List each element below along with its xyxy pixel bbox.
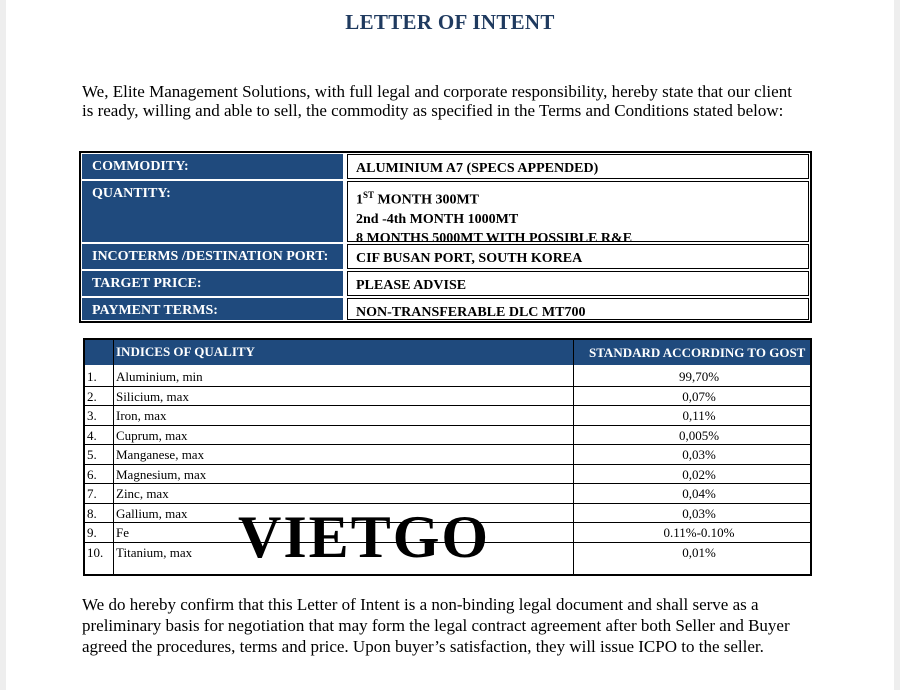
quality-row-value: 0,01% [682,544,716,560]
incoterms-value: CIF BUSAN PORT, SOUTH KOREA [347,244,809,269]
quality-row-value: 0,03% [682,505,716,521]
quantity-value [347,181,809,246]
quantity-label: QUANTITY: [82,181,343,242]
page-edge-right [894,0,900,690]
terms-row-incoterms [81,243,810,270]
quality-row-number: 8. [87,505,97,521]
quality-row-name: Iron, max [116,408,167,423]
quality-row-value: 0.11%-0.10% [663,525,735,540]
quality-row-value: 0,07% [682,388,716,404]
target-price-label: TARGET PRICE: [82,271,343,296]
quality-row-value: 0,03% [682,447,716,462]
quality-row-name: Cuprum, max [116,427,188,443]
quality-row [85,426,810,446]
quantity-line-1-suffix: MONTH 300MT [374,192,480,208]
closing-paragraph: We do hereby confirm that this Letter of Intent is a non-binding legal document and shall serve as a preliminary basis for negotiation that may form the legal contract agreement after both Seller and Buyer agreed the procedures, terms and price. Upon buyer’s satisfaction, they will issue ICPO to the seller. [82,595,790,656]
quality-row [85,387,810,407]
quality-row [85,406,810,426]
terms-row-price [81,270,810,297]
commodity-label: COMMODITY: [82,154,343,179]
quantity-line-3: 8 MONTHS 5000MT WITH POSSIBLE R&E [356,230,633,246]
quality-row-value: 0,04% [682,486,716,501]
terms-row-payment [81,297,810,321]
quality-row-number: 9. [87,525,97,540]
quality-row-name: Titanium, max [116,544,193,560]
quality-header-row [85,340,810,365]
terms-row-quantity [81,180,810,246]
target-price-value: PLEASE ADVISE [347,271,809,296]
quality-row-number: 6. [87,466,97,482]
quality-row [85,367,810,387]
quality-row-name: Manganese, max [116,447,205,462]
quality-row [85,465,810,485]
quality-row-value: 99,70% [678,369,720,384]
quality-row-name: Gallium, max [116,505,188,521]
header-indices: INDICES OF QUALITY [116,344,255,359]
header-standard: STANDARD ACCORDING TO GOST [589,345,806,360]
incoterms-label: INCOTERMS /DESTINATION PORT: [82,244,343,269]
terms-row-commodity [81,153,810,180]
quality-row-name: Aluminium, min [116,369,203,384]
payment-terms-value: NON-TRANSFERABLE DLC MT700 [347,298,809,320]
quantity-line-1 [356,186,808,210]
quality-row-value: 0,11% [682,408,716,423]
quality-row-number: 2. [87,388,97,404]
quality-row [85,484,810,504]
quantity-line-1-prefix: 1 [356,192,363,208]
commodity-value: ALUMINIUM A7 (SPECS APPENDED) [347,154,809,179]
quality-row-value: 0,02% [682,466,716,482]
quality-row [85,445,810,465]
quantity-line-1-sup: ST [363,190,375,200]
page-edge-left [0,0,6,690]
payment-terms-label: PAYMENT TERMS: [82,298,343,320]
quality-row-number: 7. [87,486,97,501]
quality-row-number: 10. [87,544,104,560]
intro-paragraph: We, Elite Management Solutions, with full legal and corporate responsibility, hereby state that our client is ready, willing and able to sell, the commodity as specified in the Terms and Conditions stated below: [82,82,792,120]
quality-row-value: 0,005% [678,427,720,443]
quality-row-name: Silicium, max [116,388,189,404]
quality-row-name: Fe [116,525,129,540]
quality-row-number: 1. [87,369,97,384]
quality-row-name: Zinc, max [116,486,169,501]
quality-row-number: 5. [87,447,97,462]
quality-row-name: Magnesium, max [116,466,207,482]
vietgo-watermark: VIETGO [238,504,491,570]
quality-row-number: 3. [87,408,97,423]
quantity-line-2: 2nd -4th MONTH 1000MT [356,211,519,227]
terms-table [79,151,812,323]
quality-row-number: 4. [87,427,97,443]
document-title: LETTER OF INTENT [345,10,555,34]
